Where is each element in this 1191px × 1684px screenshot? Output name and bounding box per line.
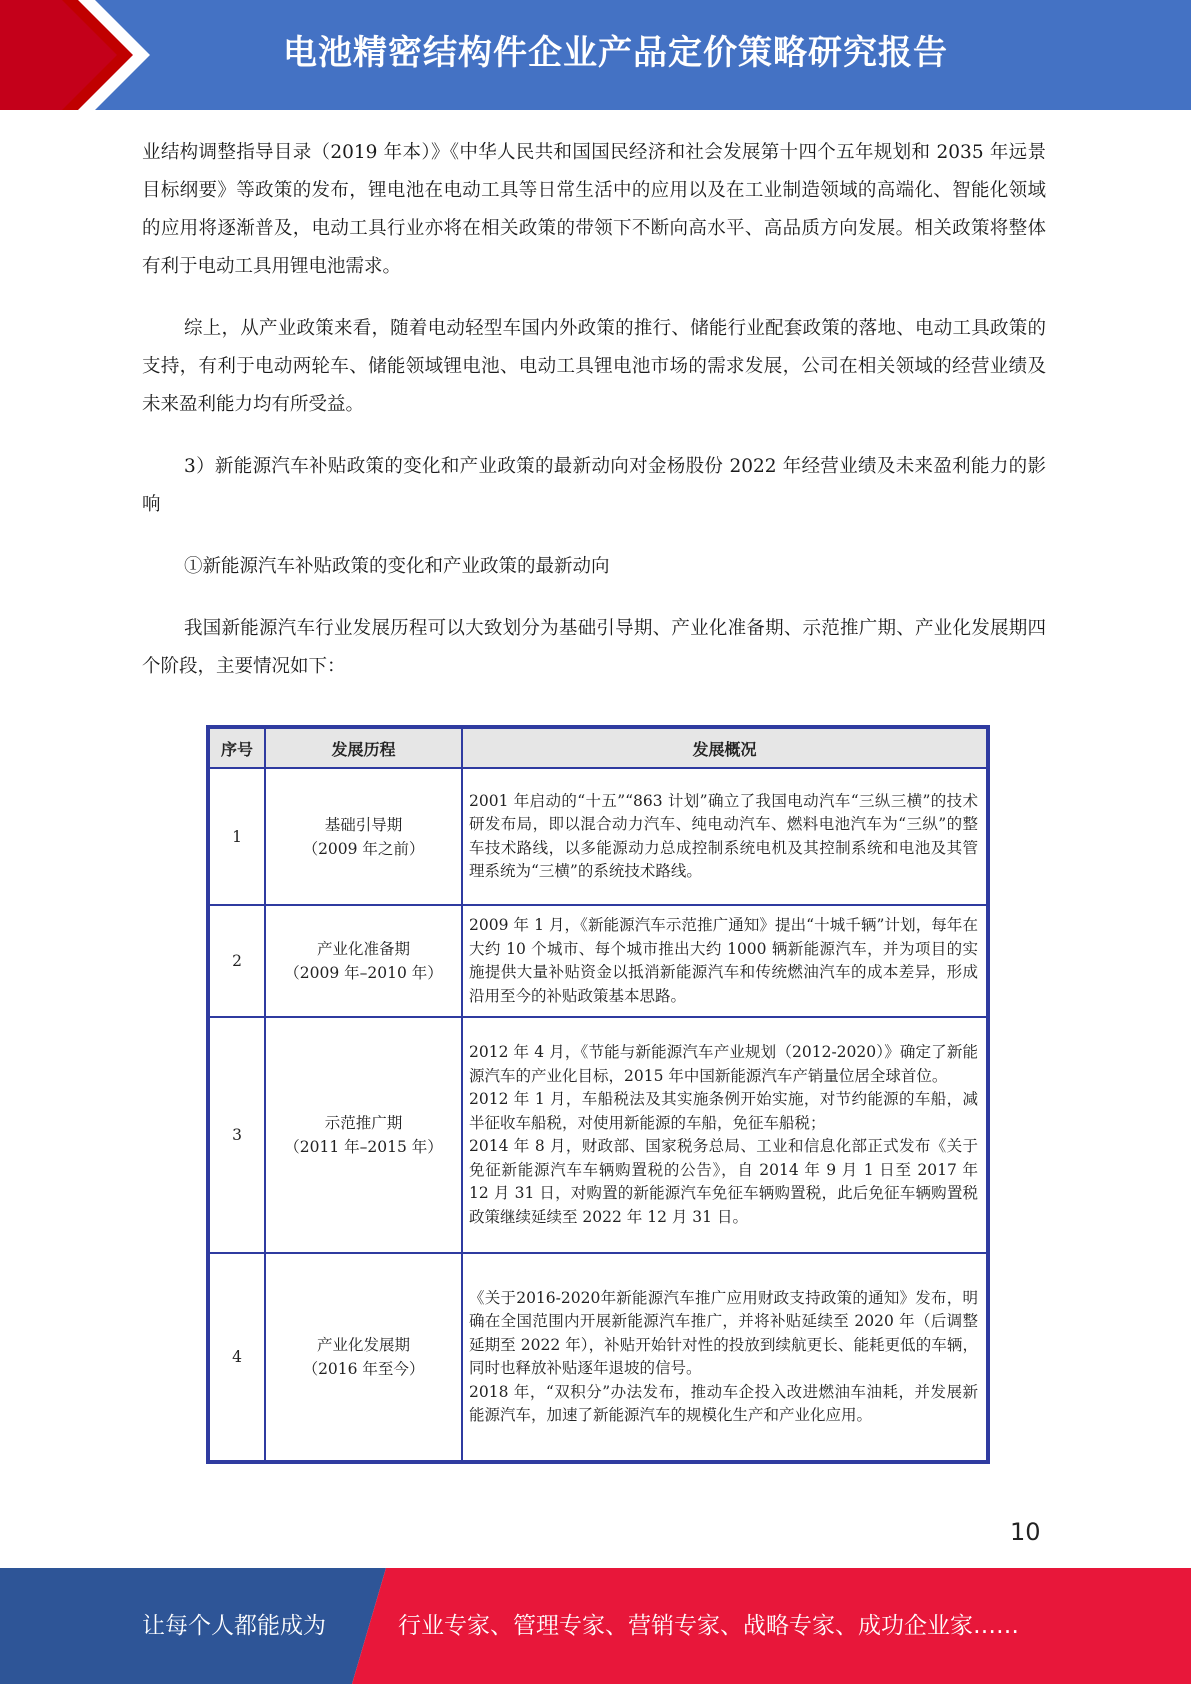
overview-text: 2001 年启动的“十五”“863 计划”确立了我国电动汽车“三纵三横”的技术研发布局，即以混合动力汽车、纯电动汽车、燃料电池汽车为“三纵”的整车技术路线，以多能源动力总成控制系统电机及其控制系统和电池及其管理系统为“三横”的系统技术路线。 — [469, 791, 978, 880]
overview-text: 2012 年 4 月，《节能与新能源汽车产业规划（2012-2020）》确定了新能源汽车的产业化目标，2015 年中国新能源汽车产销量位居全球首位。 — [469, 1043, 978, 1085]
footer-slogan-roles: 行业专家、管理专家、营销专家、战略专家、成功企业家…… — [398, 1613, 1019, 1639]
body-content — [142, 134, 1046, 710]
development-history-table — [206, 725, 990, 1464]
row-index: 1 — [209, 768, 265, 905]
footer-band — [0, 1568, 1191, 1684]
row-stage — [265, 905, 462, 1017]
paragraph-policy-continuation: 业结构调整指导目录（2019 年本）》《中华人民共和国国民经济和社会发展第十四个五年规划和 2035 年远景目标纲要》等政策的发布，锂电池在电动工具等日常生活中的应用以及在工业制造领域的高端化、智能化领域的应用将逐渐普及，电动工具行业亦将在相关政策的带领下不断向高水平、高品质方向发展。相关政策将整体有利于电动工具用锂电池需求。 — [142, 142, 1046, 277]
row-index: 2 — [209, 905, 265, 1017]
row-stage — [265, 1017, 462, 1253]
paragraph-table-intro: 我国新能源汽车行业发展历程可以大致划分为基础引导期、产业化准备期、示范推广期、产业化发展期四个阶段，主要情况如下： — [142, 618, 1046, 677]
page-number: 10 — [1010, 1518, 1041, 1546]
header-index: 序号 — [209, 728, 265, 768]
row-index: 4 — [209, 1253, 265, 1461]
row-overview — [462, 1253, 987, 1461]
header-overview: 发展概况 — [462, 728, 987, 768]
row-index: 3 — [209, 1017, 265, 1253]
overview-text: 2018 年，“双积分”办法发布，推动车企投入改进燃油车油耗，并发展新能源汽车，加速了新能源汽车的规模化生产和产业化应用。 — [469, 1382, 978, 1424]
overview-text: 2014 年 8 月，财政部、国家税务总局、工业和信息化部正式发布《关于免征新能源汽车车辆购置税的公告》，自 2014 年 9 月 1 日至 2017 年 12 月 31 日，对购置的新能源汽车免征车辆购置税，此后免征车辆购置税政策继续延续至 2022 年 12 月 31 日。 — [469, 1137, 978, 1226]
paragraph-summary: 综上，从产业政策来看，随着电动轻型车国内外政策的推行、储能行业配套政策的落地、电动工具政策的支持，有利于电动两轮车、储能领域锂电池、电动工具锂电池市场的需求发展，公司在相关领域的经营业绩及未来盈利能力均有所受益。 — [142, 318, 1046, 415]
stage-period: （2011 年–2015 年） — [284, 1138, 443, 1156]
header-band — [0, 0, 1191, 110]
table-header-row — [209, 728, 987, 768]
row-stage — [265, 1253, 462, 1461]
overview-text: 2012 年 1 月，车船税法及其实施条例开始实施，对节约能源的车船，减半征收车船税，对使用新能源的车船，免征车船税； — [469, 1090, 978, 1132]
header-stage: 发展历程 — [265, 728, 462, 768]
stage-name: 示范推广期 — [324, 1114, 403, 1132]
row-stage — [265, 768, 462, 905]
row-overview — [462, 1017, 987, 1253]
row-overview — [462, 768, 987, 905]
paragraph-subsection-heading: ①新能源汽车补贴政策的变化和产业政策的最新动向 — [184, 556, 610, 577]
overview-text: 《关于2016-2020年新能源汽车推广应用财政支持政策的通知》发布，明确在全国范围内开展新能源汽车推广，并将补贴延续至 2020 年（后调整延期至 2022 年），补贴开始针对性的投放到续航更长、能耗更低的车辆，同时也释放补贴逐年退坡的信号。 — [469, 1288, 978, 1377]
stage-period: （2009 年–2010 年） — [284, 964, 443, 982]
footer-slogan-lead: 让每个人都能成为 — [142, 1613, 326, 1639]
table-row — [209, 768, 987, 905]
overview-text: 2009 年 1 月，《新能源汽车示范推广通知》提出“十城千辆”计划，每年在大约 10 个城市、每个城市推出大约 1000 辆新能源汽车，并为项目的实施提供大量补贴资金以抵消新能源汽车和传统燃油汽车的成本差异，形成沿用至今的补贴政策基本思路。 — [469, 916, 978, 1005]
table-row — [209, 1253, 987, 1461]
row-overview — [462, 905, 987, 1017]
table-row — [209, 1017, 987, 1253]
stage-name: 产业化发展期 — [316, 1336, 410, 1354]
stage-period: （2009 年之前） — [302, 839, 425, 858]
stage-period: （2016 年至今） — [302, 1360, 425, 1378]
paragraph-section-heading: 3）新能源汽车补贴政策的变化和产业政策的最新动向对金杨股份 2022 年经营业绩及未来盈利能力的影响 — [142, 456, 1046, 515]
report-title: 电池精密结构件企业产品定价策略研究报告 — [283, 33, 948, 73]
stage-name: 基础引导期 — [324, 815, 403, 834]
stage-name: 产业化准备期 — [316, 940, 410, 958]
table-row — [209, 905, 987, 1017]
